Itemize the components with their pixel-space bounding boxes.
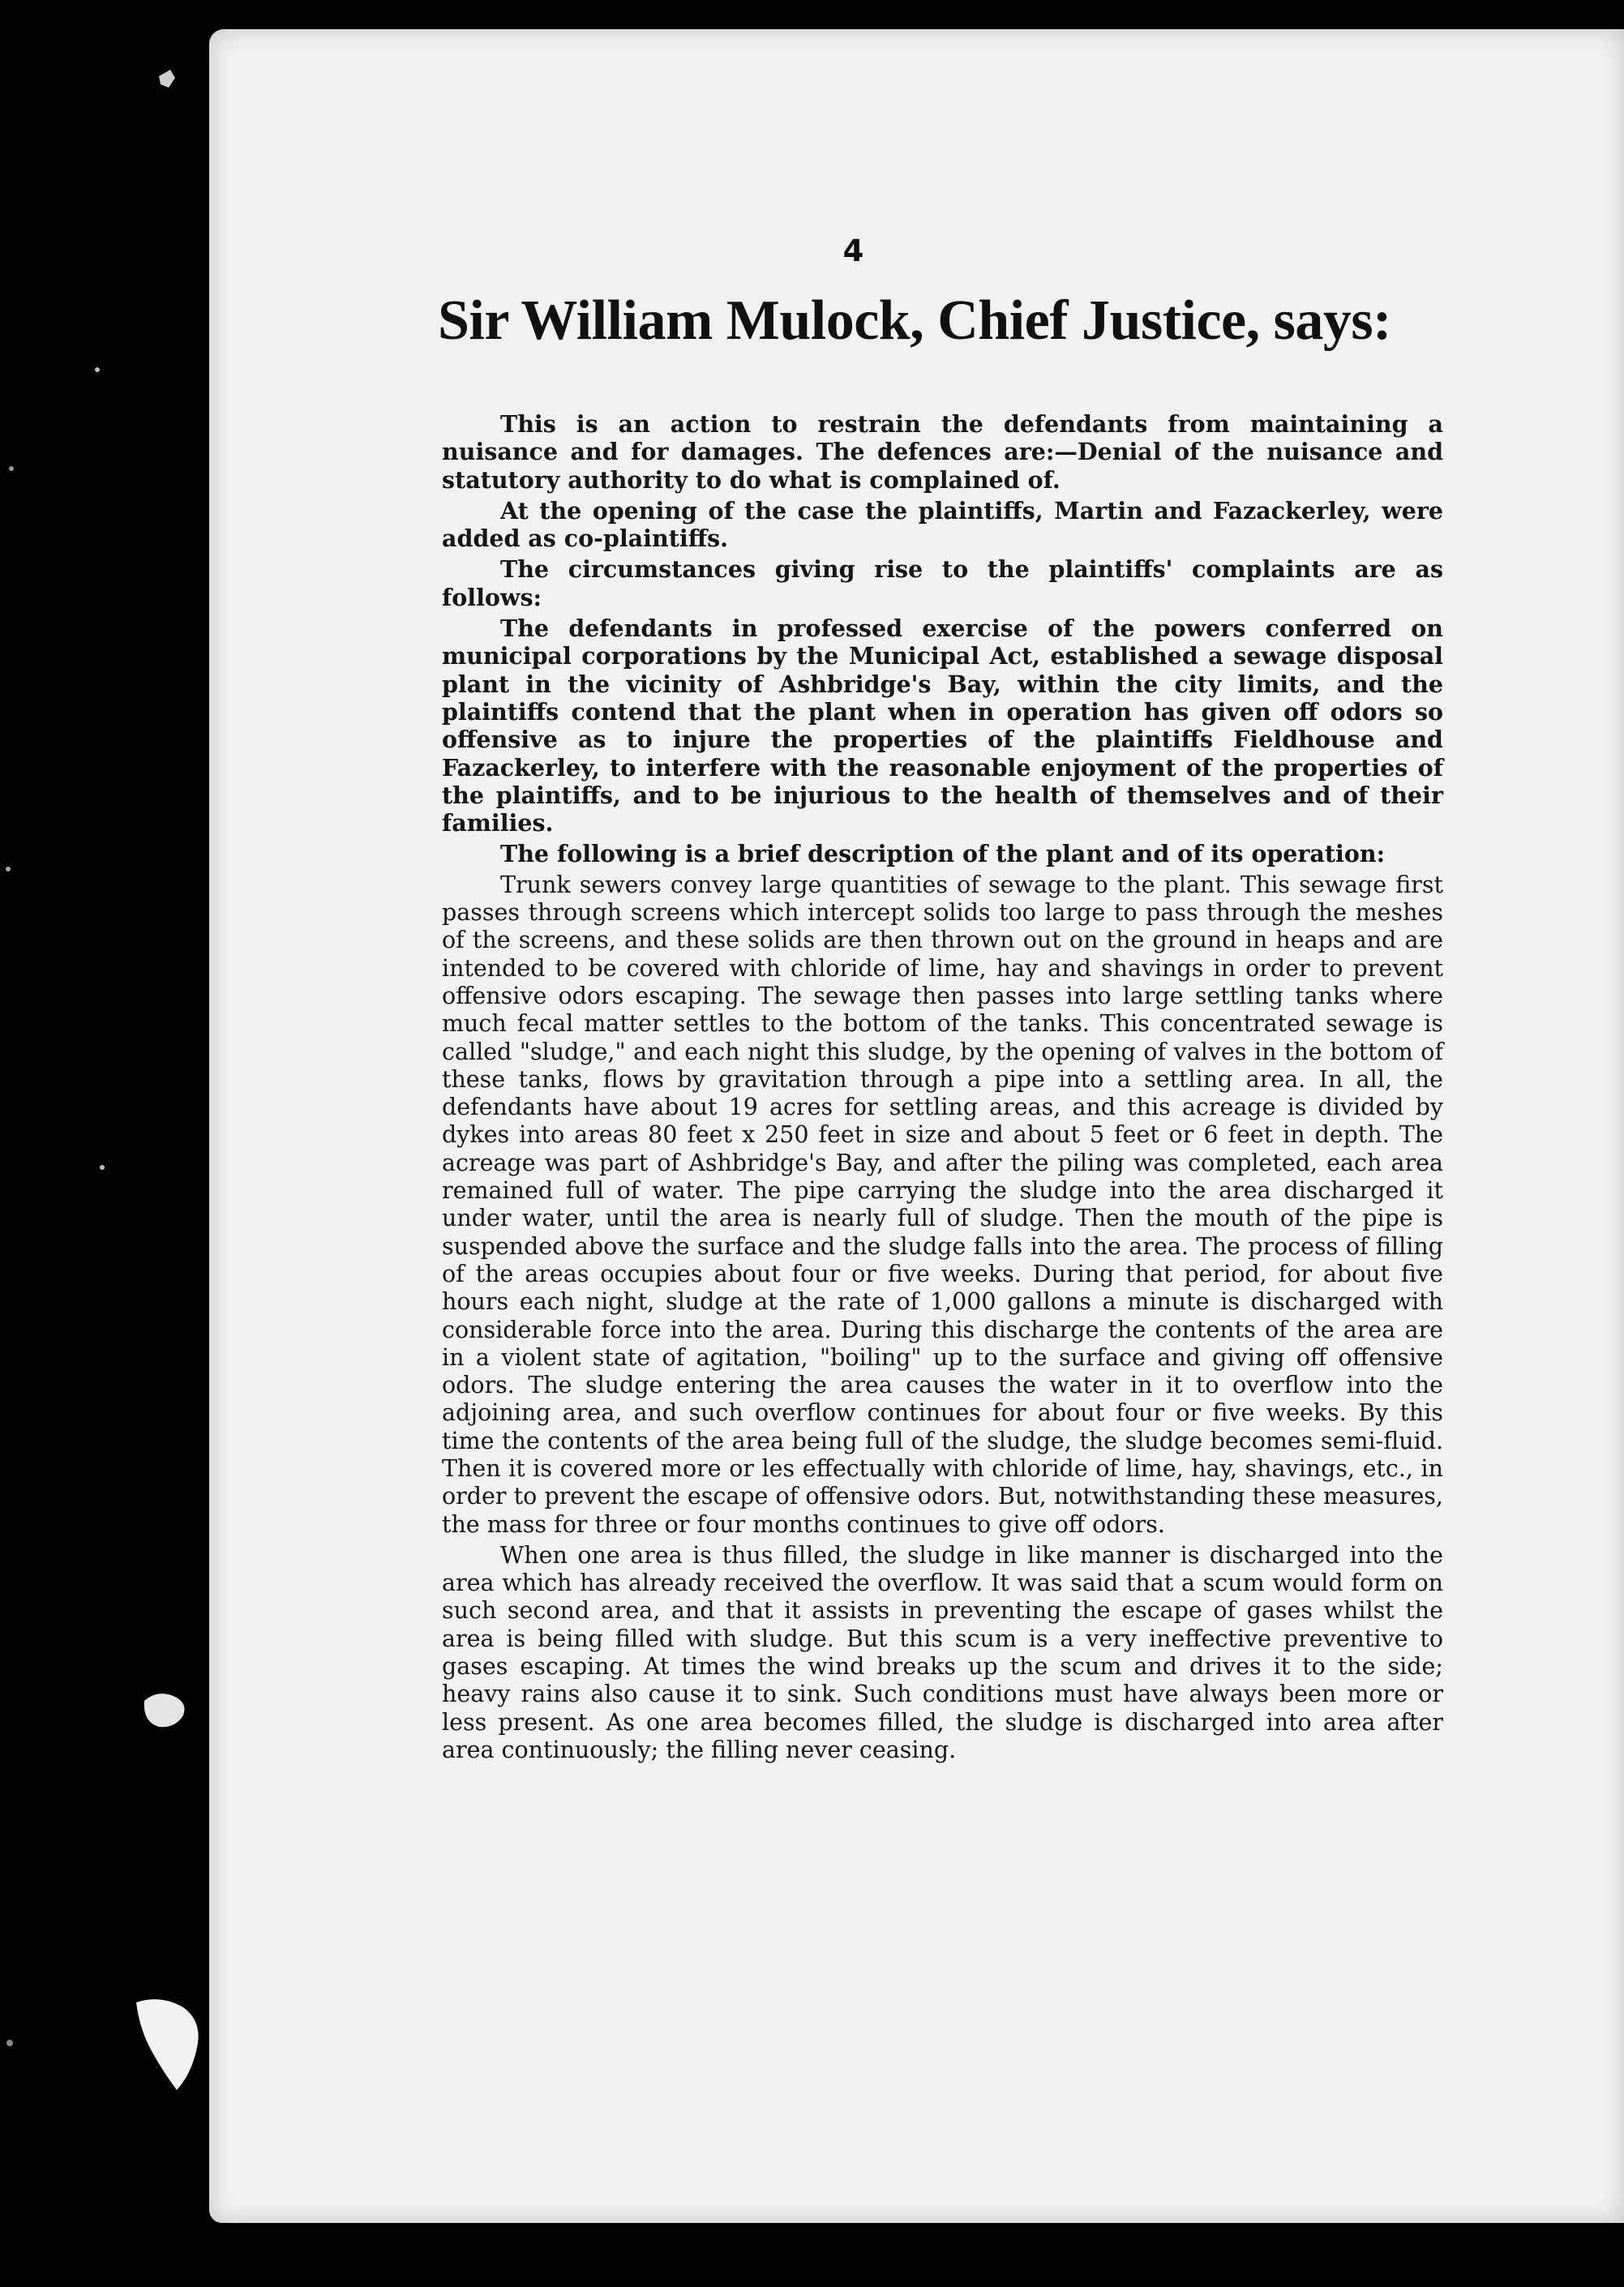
body-text bbox=[442, 410, 1443, 1767]
page-title: Sir William Mulock, Chief Justice, says: bbox=[438, 289, 1391, 352]
paragraph-5: The following is a brief description of the plant and of its operation: bbox=[500, 840, 1386, 868]
paragraph-4: The defendants in professed exercise of the powers conferred on municipal corporations by the Municipal Act, established a sewage disposal plant in the vicinity of Ashbridge's Bay, within the city limits, and the plaintiffs contend that the plant when in operation has given off odors so offensive as to injure the properties of the plaintiffs Fieldhouse and Fazackerley, to interfere with the reasonable enjoyment of the properties of the plaintiffs, and to be injurious to the health of themselves and of their families. bbox=[442, 615, 1443, 837]
paragraph-6: Trunk sewers convey large quantities of sewage to the plant. This sewage first passes through screens which intercept solids too large to pass through the meshes of the screens, and these solids are then thrown out on the ground in heaps and are intended to be covered with chloride of lime, hay and shavings in order to prevent offensive odors escaping. The sewage then passes into large settling tanks where much fecal matter settles to the bottom of the tanks. This concentrated sewage is called "sludge," and each night this sludge, by the opening of valves in the bottom of these tanks, flows by gravitation through a pipe into a settling area. In all, the defendants have about 19 acres for settling areas, and this acreage is divided by dykes into areas 80 feet x 250 feet in size and about 5 feet or 6 feet in depth. The acreage was part of Ashbridge's Bay, and after the piling was completed, each area remained full of water. The pipe carrying the sludge into the area discharged it under water, until the area is nearly full of sludge. Then the mouth of the pipe is suspended above the surface and the sludge falls into the area. The process of filling of the areas occupies about four or five weeks. During that period, for about five hours each night, sludge at the rate of 1,000 gallons a minute is discharged with considerable force into the area. During this discharge the contents of the area are in a violent state of agitation, "boiling" up to the surface and giving off offensive odors. The sludge entering the area causes the water in it to overflow into the adjoining area, and such overflow continues for about four or five weeks. By this time the contents of the area being full of the sludge, the sludge becomes semi-fluid. Then it is covered more or les effectually with chloride of lime, hay, shavings, etc., in order to prevent the escape of offensive odors. But, notwithstanding these measures, the mass for three or four months continues to give off odors. bbox=[442, 871, 1443, 1538]
paragraph-2: At the opening of the case the plaintiffs, Martin and Fazackerley, were added as co-plaintiffs. bbox=[442, 496, 1443, 553]
scan-margin-specks bbox=[0, 0, 211, 2287]
page-number: 4 bbox=[842, 233, 864, 268]
paragraph-1: This is an action to restrain the defendants from maintaining a nuisance and for damages. The defences are:—Denial of the nuisance and statutory authority to do what is complained of. bbox=[442, 410, 1443, 494]
paragraph-7: When one area is thus filled, the sludge in like manner is discharged into the area which has already received the overflow. It was said that a scum would form on such second area, and that it assists in preventing the escape of gases whilst the area is being filled with sludge. But this scum is a very ineffective preventive to gases escaping. At times the wind breaks up the scum and drives it to the side; heavy rains also cause it to sink. Such conditions must have always been more or less present. As one area becomes filled, the sludge is discharged into area after area continuously; the filling never ceasing. bbox=[442, 1541, 1443, 1763]
document-page bbox=[209, 29, 1624, 2223]
paragraph-3: The circumstances giving rise to the plaintiffs' complaints are as follows: bbox=[442, 555, 1443, 611]
